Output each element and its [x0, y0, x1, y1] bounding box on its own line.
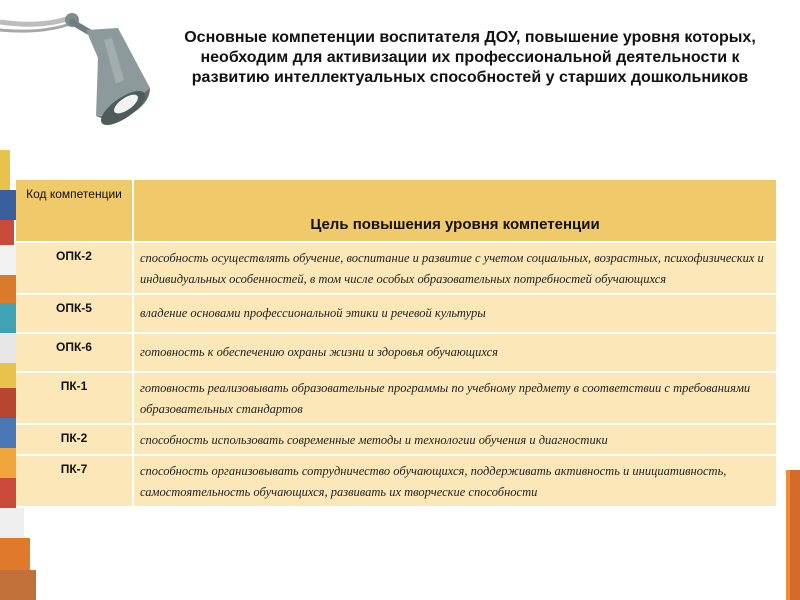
competence-code: ОПК-5 — [56, 301, 92, 315]
table-row — [16, 294, 776, 333]
competence-code: ОПК-2 — [56, 249, 92, 263]
competence-table-grid — [16, 180, 776, 508]
competence-code: ПК-1 — [60, 379, 88, 393]
competence-goal: способность организовывать сотрудничество обучающихся, поддерживать активность и инициативность, самостоятельность обучающихся, развивать их творческие способности — [140, 464, 727, 499]
book-spine-icon — [786, 470, 800, 600]
table-row — [16, 372, 776, 424]
header-goal: Цель повышения уровня компетенции — [133, 180, 776, 242]
competence-goal: готовность реализовывать образовательные программы по учебному предмету в соответствии с требованиями образовательных стандартов — [140, 381, 751, 416]
slide-title: Основные компетенции воспитателя ДОУ, повышение уровня которых, необходим для активизации их профессиональной деятельности к развитию интеллектуальных способностей у старших дошкольников — [184, 29, 756, 86]
competence-code: ОПК-6 — [56, 340, 92, 354]
header-code: Код компетенции — [16, 180, 133, 242]
table-header-row — [16, 180, 776, 242]
competence-goal: готовность к обеспечению охраны жизни и здоровья обучающихся — [140, 345, 498, 359]
competence-code: ПК-7 — [60, 462, 88, 476]
competence-goal: способность осуществлять обучение, воспитание и развитие с учетом социальных, возрастных, психофизических и индивидуальных особенностей, в том числе особых образовательных потребностей обучающихся — [140, 251, 764, 286]
table-row — [16, 424, 776, 455]
table-row — [16, 455, 776, 507]
competence-table — [16, 180, 776, 508]
competence-goal: способность использовать современные методы и технологии обучения и диагностики — [140, 433, 608, 447]
competence-goal: владение основами профессиональной этики и речевой культуры — [140, 306, 486, 320]
table-row — [16, 333, 776, 372]
table-row — [16, 242, 776, 294]
competence-code: ПК-2 — [60, 431, 88, 445]
